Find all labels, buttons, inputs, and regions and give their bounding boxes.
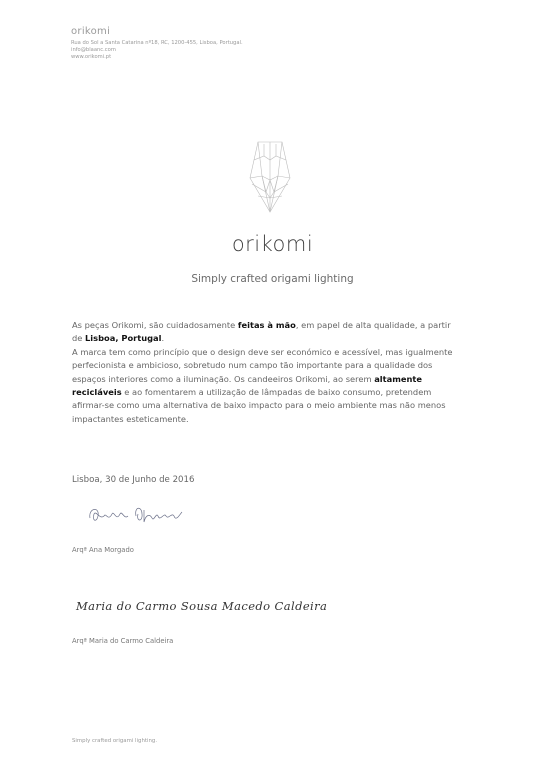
header-email: info@blaanc.com — [71, 47, 116, 53]
body-line: perfecionista e ambicioso, sobretudo num campo tão importante para a qualidade dos — [72, 360, 433, 371]
header-website: www.orikomi.pt — [71, 54, 112, 60]
body-line: de Lisboa, Portugal. — [72, 333, 165, 344]
brand-name: orikomi — [231, 232, 314, 256]
header-address: Rua do Sol a Santa Catarina nº18, RC, 1200-455, Lisboa, Portugal. — [71, 40, 243, 46]
signatory-role-2: Arqª Maria do Carmo Caldeira — [72, 637, 174, 645]
body-line: recicláveis e ao fomentarem a utilização de lâmpadas de baixo consumo, pretendem — [72, 387, 432, 398]
body-line: espaços interiores como a iluminação. Os candeeiros Orikomi, ao serem altamente — [72, 373, 422, 384]
signature-maria-caldeira: Maria do Carmo Sousa Macedo Caldeira — [76, 599, 328, 613]
signatory-role-1: Arqª Ana Morgado — [72, 546, 134, 554]
body-line: impactantes esteticamente. — [72, 413, 189, 424]
header-company-name: orikomi — [71, 26, 111, 37]
date-line: Lisboa, 30 de Junho de 2016 — [72, 475, 195, 485]
tagline: Simply crafted origami lighting — [191, 273, 354, 285]
origami-lamp-icon — [240, 136, 300, 216]
body-line: A marca tem como princípio que o design deve ser económico e acessível, mas igualmente — [72, 346, 453, 357]
footer-tagline: Simply crafted origami lighting. — [72, 738, 158, 744]
signature-ana-morgado — [86, 500, 186, 528]
body-line: As peças Orikomi, são cuidadosamente feitas à mão, em papel de alta qualidade, a partir — [72, 320, 451, 330]
body-paragraph — [72, 319, 477, 426]
body-line: afirmar-se como uma alternativa de baixo impacto para o meio ambiente mas não menos — [72, 400, 446, 411]
